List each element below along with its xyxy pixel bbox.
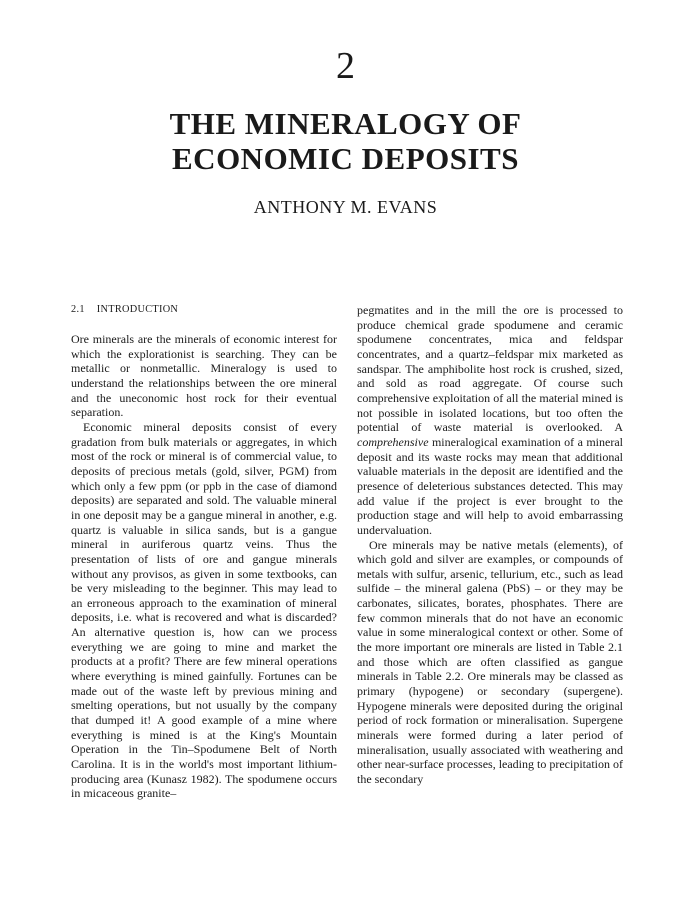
paragraph-ore-mineral-types: Ore minerals may be native metals (elements), of which gold and silver are examples, or compounds of metals with sulfur, arsenic, tellurium, etc., such as lead sulfide – the mineral galena (PbS) – or they may be carbonates, silicates, borates, phosphates. There are few common minerals that do not have an economic value in some mineralogical context or other. Some of the more important ore minerals are listed in Table 2.1 and those which are often classified as gangue minerals in Table 2.2. Ore minerals may be classed as primary (hypogene) or secondary (supergene). Hypogene minerals were deposited during the original period of rock formation or mineralisation. Supergene minerals were formed during a later period of mineralisation, usually associated with weathering and other near-surface processes, leading to precipitation of the secondary — [357, 537, 623, 786]
emphasis-comprehensive: comprehensive — [357, 434, 429, 449]
chapter-title — [0, 106, 691, 176]
paragraph-pegmatites-processing — [357, 303, 623, 538]
section-heading — [71, 303, 337, 317]
section-number: 2.1 — [71, 304, 85, 315]
right-column — [357, 303, 623, 787]
chapter-author: ANTHONY M. EVANS — [253, 197, 438, 217]
paragraph-economic-deposits: Economic mineral deposits consist of every gradation from bulk materials or aggregates, in which most of the rock or mineral is of commercial value, to deposits of precious metals (gold, silver, PGM) from which only a few ppm (or ppb in the case of diamond deposits) are separated and sold. The valuable mineral in one deposit may be a gangue mineral in another, e.g. quartz is valuable in silica sands, but is a gangue mineral in auriferous quartz veins. Thus the presentation of lists of ore and gangue minerals without any provisos, as given in some textbooks, can be very misleading to the beginner. This may lead to an erroneous approach to the examination of mineral deposits, i.e. what is recovered and what is discarded? An alternative question is, how can we process everything we are going to mine and market the products at a profit? There are few mineral operations where everything is mined gainfully. Fortunes can be made out of the waste left by previous mining and smelting operations, but not usually by the company that dumped it! A good example of a mine where everything is mined is at the King's Mountain Operation in the Tin–Spodumene Belt of North Carolina. It is in the world's most important lithium-producing area (Kunasz 1982). The spodumene occurs in micaceous granite– — [71, 419, 337, 801]
paragraph-pegmatites-text-b: mineralogical examination of a mineral deposit and its waste rocks may mean that additional valuable materials in the deposit are identified and the presence of deleterious substances detected. This may add value if the project is ever brought to the production stage and will help to avoid embarrassing undervaluation. — [357, 434, 623, 537]
chapter-title-line-1: THE MINERALOGY OF — [169, 106, 522, 141]
section-title: INTRODUCTION — [96, 304, 179, 315]
chapter-number: 2 — [336, 45, 355, 87]
paragraph-ore-minerals-definition: Ore minerals are the minerals of economic interest for which the explorationist is searching. They can be metallic or nonmetallic. Mineralogy is used to understand the relationships between the ore mineral and the uneconomic host rock for their eventual separation. — [71, 332, 337, 420]
left-column — [71, 303, 337, 801]
paragraph-pegmatites-text-a: pegmatites and in the mill the ore is processed to produce chemical grade spodumene and ceramic spodumene concentrates, mica and feldspar concentrates, and a quartz–feldspar mix marketed as sandspar. The amphibolite host rock is crushed, sized, and sold as road aggregate. Of course such comprehensive exploitation of all the material mined is not possible in isolated locations, but too often the potential of waste material is overlooked. A — [357, 303, 623, 435]
chapter-title-line-2: ECONOMIC DEPOSITS — [172, 141, 519, 176]
